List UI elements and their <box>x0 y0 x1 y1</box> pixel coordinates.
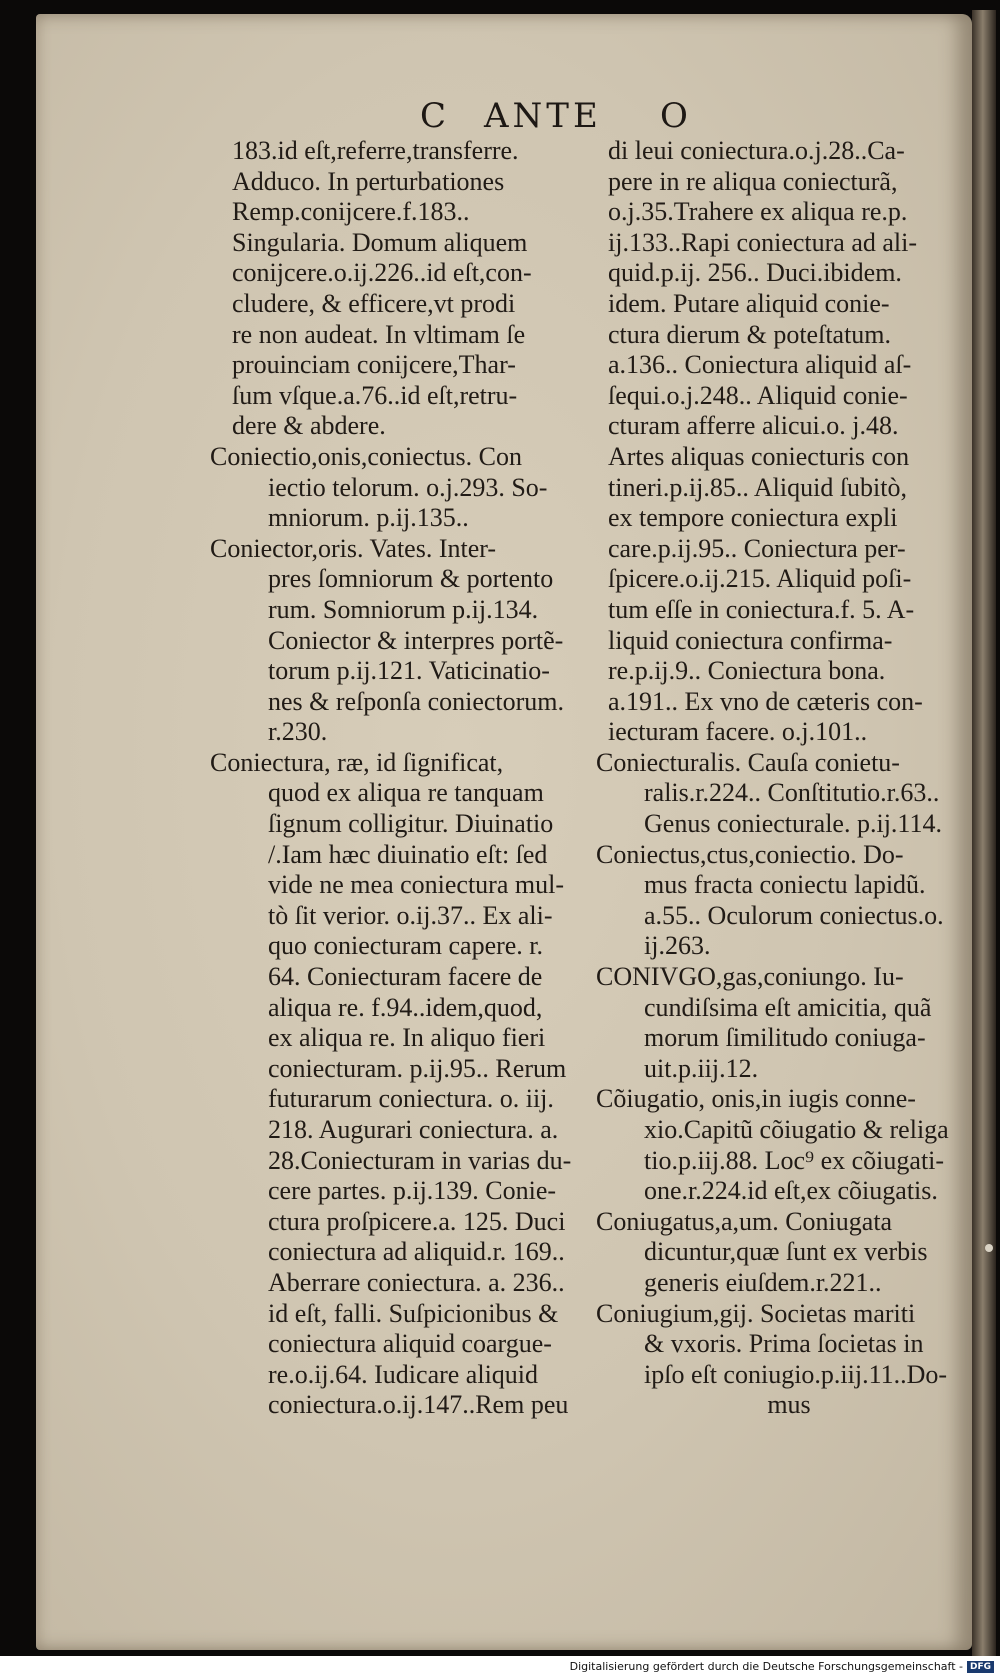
text-line: mus fracta coniectu lapidũ. <box>644 870 926 900</box>
text-line: dicuntur,quæ ſunt ex verbis <box>644 1237 928 1267</box>
text-line: o.j.35.Trahere ex aliqua re.p. <box>608 197 908 227</box>
text-line: cturam afferre alicui.o. j.48. <box>608 411 899 441</box>
text-line: ij.263. <box>644 931 711 961</box>
left-column <box>210 136 608 1421</box>
text-line: prouinciam conijcere,Thar- <box>232 350 516 380</box>
text-line: coniectura.o.ij.147..Rem peu <box>268 1390 569 1420</box>
text-line: ex tempore coniectura expli <box>608 503 898 533</box>
text-line: a.55.. Oculorum coniectus.o. <box>644 900 944 930</box>
text-line: ij.133..Rapi coniectura ad ali- <box>608 227 918 257</box>
text-line: & vxoris. Prima ſocietas in <box>644 1329 924 1359</box>
text-line: coniecturam. p.ij.95.. Rerum <box>268 1053 567 1083</box>
text-line: futurarum coniectura. o. iij. <box>268 1084 554 1114</box>
entry-headword-line: Coniectura, ræ, id ſignificat, <box>210 747 504 777</box>
page-edge-mark <box>985 1244 993 1252</box>
entry-headword-line: Coniecturalis. Cauſa conietu- <box>596 747 900 777</box>
text-line: ſignum colligitur. Diuinatio <box>268 809 554 839</box>
text-line: quid.p.ij. 256.. Duci.ibidem. <box>608 258 902 288</box>
entry-headword-line: Coniectus,ctus,coniectio. Do- <box>596 839 904 869</box>
text-line: morum ſimilitudo coniuga- <box>644 1023 926 1053</box>
text-line: ſequi.o.j.248.. Aliquid conie- <box>608 380 908 410</box>
text-line: torum p.ij.121. Vaticinatio- <box>268 656 550 686</box>
text-line: aliqua re. f.94..idem,quod, <box>268 992 543 1022</box>
entry-headword-line: Coniectio,onis,coniectus. Con <box>210 441 522 471</box>
text-line: ex aliqua re. In aliquo fieri <box>268 1023 546 1053</box>
text-line: iectio telorum. o.j.293. So- <box>268 472 548 502</box>
text-line: pere in re aliqua coniecturã, <box>608 166 898 196</box>
entry-headword-line: Cõiugatio, onis,in iugis conne- <box>596 1084 916 1114</box>
text-line: generis eiuſdem.r.221.. <box>644 1267 882 1297</box>
footer-credit <box>570 1660 994 1673</box>
text-line: a.136.. Coniectura aliquid aſ- <box>608 350 912 380</box>
text-line: nes & reſponſa coniectorum. <box>268 686 565 716</box>
text-line: xio.Capitũ cõiugatio & religa <box>644 1115 949 1144</box>
text-line: re non audeat. In vltimam ſe <box>232 319 526 349</box>
text-line: re.p.ij.9.. Coniectura bona. <box>608 656 886 686</box>
text-line: 183.id eſt,referre,transferre. <box>232 136 519 165</box>
right-column <box>596 136 970 1421</box>
running-head-right-letter: O <box>660 96 692 136</box>
text-line: ſum vſque.a.76..id eſt,retru- <box>232 380 518 410</box>
digitization-footer <box>0 1656 1000 1680</box>
entry-headword-line: Coniugatus,a,um. Coniugata <box>596 1206 893 1236</box>
text-line: re.o.ij.64. Iudicare aliquid <box>268 1359 539 1389</box>
text-line: cere partes. p.ij.139. Conie- <box>268 1176 557 1206</box>
text-line: a.191.. Ex vno de cæteris con- <box>608 686 923 716</box>
text-line: coniectura aliquid coargue- <box>268 1329 552 1359</box>
text-line: r.230. <box>268 717 328 747</box>
text-line: care.p.ij.95.. Coniectura per- <box>608 533 906 563</box>
running-head-left-letter: C <box>420 96 451 136</box>
text-line: vide ne mea coniectura mul- <box>268 870 564 900</box>
text-line: uit.p.iij.12. <box>644 1053 759 1083</box>
text-line: coniectura ad aliquid.r. 169.. <box>268 1237 565 1267</box>
text-line: quod ex aliqua re tanquam <box>268 778 544 808</box>
text-line: cundiſsima eſt amicitia, quã <box>644 992 932 1022</box>
text-line: iecturam facere. o.j.101.. <box>608 717 868 747</box>
running-head-title: ANTE <box>484 96 602 136</box>
text-line: 64. Coniecturam facere de <box>268 962 543 992</box>
dfg-logo: DFG <box>967 1661 994 1673</box>
text-line: idem. Putare aliquid conie- <box>608 288 890 318</box>
text-line: tò ſit verior. o.ij.37.. Ex ali- <box>268 900 553 930</box>
text-line: ipſo eſt coniugio.p.iij.11..Do- <box>644 1359 948 1389</box>
text-line: Coniector & interpres portẽ- <box>268 625 564 655</box>
text-line: quo coniecturam capere. r. <box>268 931 544 961</box>
entry-headword-line: CONIVGO,gas,coniungo. Iu- <box>596 962 904 992</box>
text-line: ctura dierum & poteſtatum. <box>608 319 892 349</box>
text-line: tineri.p.ij.85.. Aliquid ſubitò, <box>608 472 907 502</box>
text-line: dere & abdere. <box>232 411 386 441</box>
text-line: tum eſſe in coniectura.f. 5. A- <box>608 594 915 624</box>
footer-credit-text: Digitalisierung gefördert durch die Deutsche Forschungsgemeinschaft - <box>569 1660 963 1673</box>
text-line: liquid coniectura confirma- <box>608 625 893 655</box>
text-line: Aberrare coniectura. a. 236.. <box>268 1267 565 1297</box>
text-line: Singularia. Domum aliquem <box>232 227 528 257</box>
text-line: id eſt, falli. Suſpicionibus & <box>268 1298 559 1328</box>
text-line: one.r.224.id eſt,ex cõiugatis. <box>644 1176 938 1206</box>
entry-headword-line: Coniugium,gij. Societas mariti <box>596 1298 916 1328</box>
text-line: ctura proſpicere.a. 125. Duci <box>268 1206 566 1236</box>
text-line: rum. Somniorum p.ij.134. <box>268 594 539 624</box>
text-line: ſpicere.o.ij.215. Aliquid poſi- <box>608 564 912 594</box>
text-line: /.Iam hæc diuinatio eſt: ſed <box>268 839 548 869</box>
text-line: Genus coniecturale. p.ij.114. <box>644 809 942 839</box>
text-line: conijcere.o.ij.226..id eſt,con- <box>232 258 532 288</box>
text-line: tio.p.iij.88. Loc⁹ ex cõiugati- <box>644 1145 945 1175</box>
text-line: cludere, & efficere,vt prodi <box>232 288 516 318</box>
page-edge <box>972 10 996 1658</box>
text-line: Adduco. In perturbationes <box>232 166 505 196</box>
text-line: 218. Augurari coniectura. a. <box>268 1115 559 1144</box>
text-line: pres ſomniorum & portento <box>268 564 554 594</box>
text-line: ralis.r.224.. Conſtitutio.r.63.. <box>644 778 940 808</box>
text-line: 28.Coniecturam in varias du- <box>268 1145 572 1175</box>
entry-headword-line: Coniector,oris. Vates. Inter- <box>210 533 497 563</box>
text-line: Remp.conijcere.f.183.. <box>232 197 470 227</box>
text-line: mniorum. p.ij.135.. <box>268 503 469 533</box>
text-line: Artes aliquas coniecturis con <box>608 441 910 471</box>
catchword: mus <box>767 1390 811 1420</box>
text-line: di leui coniectura.o.j.28..Ca- <box>608 136 905 165</box>
